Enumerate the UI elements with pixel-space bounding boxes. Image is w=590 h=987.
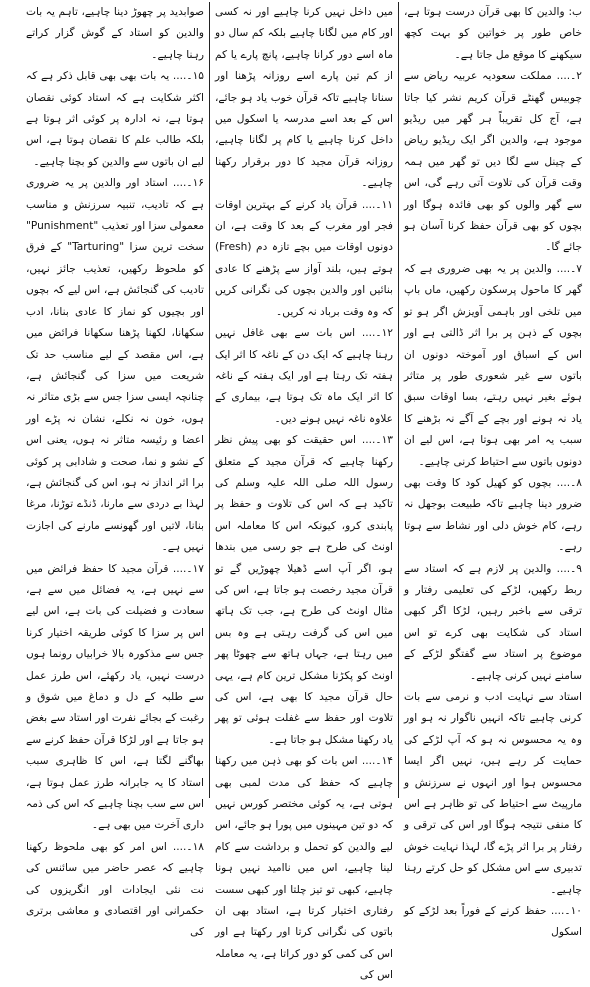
paragraph: ۱۰۔.... حفظ کرنے کے فوراً بعد لڑکے کو اسکول [404,905,582,939]
paragraph: میں داخل نہیں کرنا چاہیے اور نہ کسی اور کام میں لگانا چاہیے بلکہ کم سال دو ماہ اسے دور کرانا چاہیے، پانچ پارے یا کم از کم تین پارے اسے روزانہ پڑھنا اور سنانا چاہیے تاکہ قرآن خوب یاد ہو جائے، اس کے بعد اسے مدرسہ یا اسکول میں داخل کرنا چاہیے یا کام پر لگانا چاہیے، روزانہ قرآن مجید کا دور برقرار رکھنا چاہیے۔ [215,6,393,190]
paragraph: ۱۴۔.... اس بات کو بھی ذہن میں رکھنا چاہیے کہ حفظ کی مدت لمبی بھی ہوتی ہے، یہ کوئی مختصر کورس نہیں کہ دو تین مہینوں میں پورا ہو جائے، اس لیے والدین کو تحمل و برداشت سے کام لینا چاہیے، اس میں ناامید نہیں ہونا چاہیے، کبھی تو تیز چلتا اور کبھی سست رفتاری اختیار کرتا ہے، استاد بھی ان باتوں کی نگرانی کرتا اور رکھتا ہے اور اس کی کمی کو دور کراتا ہے، یہ معاملہ اس کی [215,755,393,982]
column-divider [209,2,210,798]
paragraph: ۱۵۔.... یہ بات بھی بھی قابل ذکر ہے کہ اکثر شکایت ہے کہ استاد کوئی نقصان ہوتا ہے، نہ ادارہ پر کوئی اثر ہوتا ہے بلکہ طالب علم کا نقصان ہوتا ہے، اس لیے ان باتوں سے والدین کو بچنا چاہیے۔ [26,70,204,168]
paragraph: استاد سے نہایت ادب و نرمی سے بات کرنی چاہیے تاکہ انہیں ناگوار نہ ہو اور وہ یہ محسوس نہ ہو کہ آپ لڑکے کی حمایت کر رہے ہیں، نہیں اگر ایسا محسوس ہوا اور انہوں نے سرزنش و مارپیٹ سے احتیاط کی تو ظاہر ہے اس کا منفی نتیجہ ہوگا اور اس کی ترقی و رفتار پر برا اثر پڑے گا، لہذا نہایت خوش تدبیری سے اس مشکل کو حل کرتے رہنا چاہیے۔ [404,691,582,896]
paragraph: ب: والدین کا بھی قرآن درست ہوتا ہے، خاص طور پر خواتین کو بہت کچھ سیکھنے کا موقع مل جاتا ہے۔ [404,6,582,61]
text-column-left [22,2,208,939]
paragraph: ۱۶۔.... استاد اور والدین پر یہ ضروری ہے کہ تادیب، تنبیہ سرزنش و مناسب معمولی سزا اور تعذیب "Punishment" سخت ترین سزا "Tarturing" کے فرق کو ملحوظ رکھیں، تعذیب جائز نہیں، تادیب کی گنجائش ہے، اس لیے کہ بچوں اور بچیوں کو نماز کا عادی بنانا، ادب سکھانا، لکھنا پڑھنا سکھانا فرائض میں ہے، اس مقصد کے لیے مناسب حد تک شریعت میں سزا کی گنجائش ہے، چنانچہ ایسی سزا جس سے بڑی متاثر نہ ہوں، خون نہ نکلے، نشان نہ پڑے اور اعضا و رئیسہ متاثر نہ ہوں، یعنی اس کے نشو و نما، صحت و شادابی پر کوئی برا اثر انداز نہ ہو، اس کی گنجائش ہے، لہذا بے دردی سے مارنا، ڈنڈے توڑنا، مرغا بنانا، لاتیں اور گھونسے مارنے کی اجازت نہیں ہے۔ [26,177,204,554]
paragraph: ۲۔.... مملکت سعودیہ عربیہ ریاض سے چوبیس گھنٹے قرآن کریم نشر کیا جاتا ہے، آج کل تقریباً ہر گھر میں ریڈیو موجود ہے، والدین اگر ایک ریڈیو ریاض کے چینل سے لگا دیں تو گھر میں ہمہ وقت قرآن کی تلاوت آتی رہے گی، اس سے گھر والوں کو بھی فائدہ ہوگا اور بچوں کو بھی قرآن حفظ کرنا آسان ہو جائے گا۔ [404,70,582,254]
paragraph: صوابدید پر چھوڑ دینا چاہیے، تاہم یہ بات والدین کو استاد کے گوش گزار کراتے رہنا چاہیے۔ [26,6,204,61]
article-page [4,2,586,982]
paragraph: ۱۲۔.... اس بات سے بھی غافل نہیں رہنا چاہیے کہ ایک دن کے ناغہ کا اثر ایک ہفتہ تک رہتا ہے اور ایک ہفتہ کے ناغہ کا اثر ایک ماہ تک ہوتا ہے، بیماری کے علاوہ ناغہ نہیں ہونے دیں۔ [215,327,393,425]
paragraph: ۹۔.... والدین پر لازم ہے کہ استاد سے ربط رکھیں، لڑکے کی تعلیمی رفتار و ترقی سے باخبر رہیں، لڑکا اگر کبھی استاد کی شکایت بھی کرے تو اس موضوع پر استاد سے گفتگو لڑکے کے سامنے نہیں کرنی چاہیے۔ [404,562,582,682]
paragraph: ۷۔.... والدین پر یہ بھی ضروری ہے کہ گھر کا ماحول پرسکون رکھیں، ماں باپ میں تلخی اور باہمی آویزش اگر ہو تو بچوں کے ذہن پر برا اثر ڈالتی ہے اور اس کے اسباق اور آموختہ دونوں ان باتوں سے غیر شعوری طور پر متاثر ہوئے بغیر نہیں رہتے، بسا اوقات سبق یاد نہ ہونے اور بچے کے آگے نہ بڑھنے کا سبب یہ امر بھی ہوتا ہے، اس لیے ان دونوں باتوں سے احتیاط کرنی چاہیے۔ [404,262,582,468]
paragraph: ۱۷۔.... قرآن مجید کا حفظ فرائض میں سے نہیں ہے، یہ فضائل میں سے ہے، سعادت و فضیلت کی بات ہے، اس لیے اس پر سزا کا کوئی طریقہ اختیار کرنا جس سے مذکورہ بالا خرابیاں رونما ہوں درست نہیں، یاد رکھئے، اس طرز عمل سے طلبہ کے دل و دماغ میں شوق و رغبت کے بجائے نفرت اور استاد سے بغض ہو جاتا ہے اور لڑکا قرآن حفظ کرنے سے بھاگنے لگتا ہے، اس کا ظاہری سبب استاد کا یہ جابرانہ طرز عمل ہوتا ہے، اس سے سب بچنا چاہیے کہ اس کی ذمہ داری آخرت میں بھی ہے۔ [26,562,204,832]
paragraph: ۱۸۔.... اس امر کو بھی ملحوظ رکھنا چاہیے کہ عصر حاضر میں سائنس کی نت نئی ایجادات اور انگریزوں کی حکمرانی اور اقتصادی و معاشی برتری کی [26,840,204,939]
text-column-middle [211,2,397,982]
paragraph: ۸۔.... بچوں کو کھیل کود کا وقت بھی ضرور دینا چاہیے تاکہ طبیعت بوجھل نہ رہے، کام خوش دلی اور نشاط سے ہوتا رہے۔ [404,476,582,554]
paragraph: ۱۳۔.... اس حقیقت کو بھی پیش نظر رکھنا چاہیے کہ قرآن مجید کے متعلق رسول اللہ صلی اللہ علیہ وسلم کی تاکید ہے کہ اس کی تلاوت و حفظ پر پابندی کرو، کیونکہ اس کا معاملہ اس اونٹ کی طرح ہے جو رسی میں بندھا ہو، اگر آپ اسے ڈھیلا چھوڑیں گے تو قرآن مجید رخصت ہو جاتا ہے، اس کی مثال اونٹ کی طرح ہے، جب تک ہاتھ میں اس کی گرفت رہتی ہے وہ بس میں رہتا ہے، جہاں ہاتھ سے چھوٹا پھر اونٹ کو پکڑنا مشکل ترین کام ہے، یہی حال قرآن مجید کا بھی ہے، اس کی تلاوت اور حفظ سے غفلت ہوئی تو پھر یاد رکھنا مشکل ہو جاتا ہے۔ [215,434,393,746]
paragraph: ۱۱۔.... قرآن یاد کرنے کے بہترین اوقات فجر اور مغرب کے بعد کا وقت ہے، ان دونوں اوقات میں بچے تازہ دم (Fresh) ہوتے ہیں، بلند آواز سے پڑھنے کا عادی بنائیں اور والدین بچوں کی نگرانی کریں کہ وہ وقت برباد نہ کریں۔ [215,198,393,318]
column-divider [398,2,399,798]
text-column-right [400,2,586,939]
